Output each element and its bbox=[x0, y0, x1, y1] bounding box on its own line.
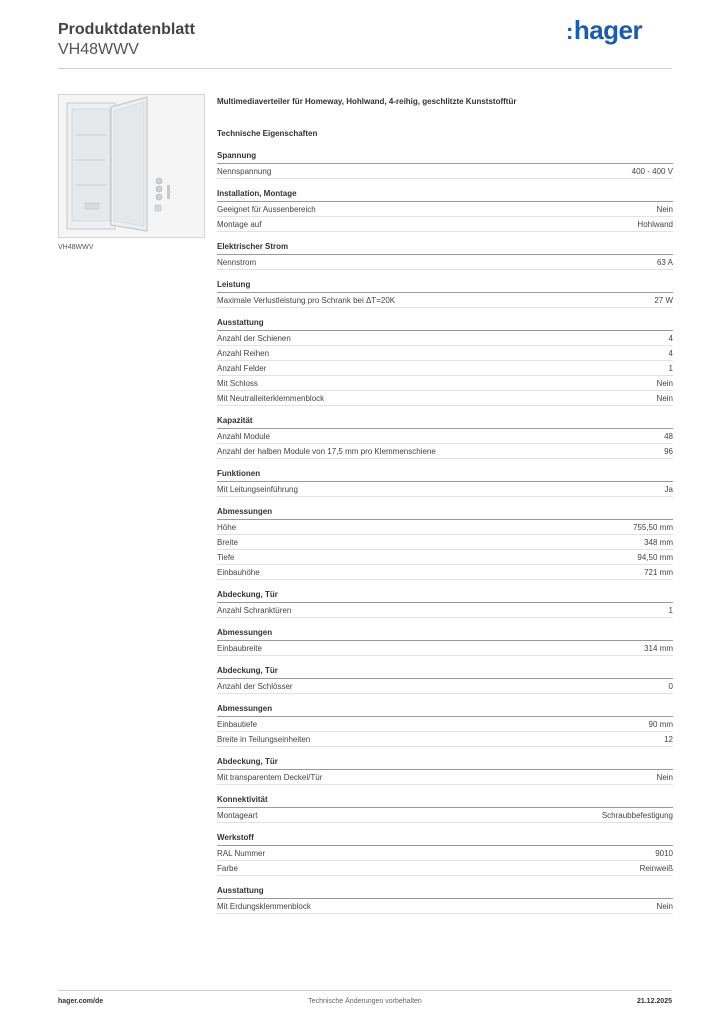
footer-divider bbox=[58, 990, 672, 991]
property-row bbox=[217, 535, 673, 550]
property-row bbox=[217, 770, 673, 785]
property-section bbox=[217, 468, 673, 497]
footer-date: 21.12.2025 bbox=[636, 998, 672, 1005]
property-row bbox=[217, 899, 673, 914]
property-value: 0 bbox=[668, 682, 673, 691]
property-section bbox=[217, 627, 673, 656]
property-row bbox=[217, 293, 673, 308]
property-section bbox=[217, 506, 673, 580]
property-row bbox=[217, 482, 673, 497]
property-value: 1 bbox=[668, 364, 673, 373]
product-description: Multimediaverteiler für Homeway, Hohlwand, 4-reihig, geschlitzte Kunststofftür bbox=[217, 97, 517, 106]
property-section bbox=[217, 756, 673, 785]
property-value: Schraubbefestigung bbox=[601, 811, 673, 820]
property-value: Nein bbox=[656, 394, 673, 403]
section-title: Kapazität bbox=[217, 415, 673, 429]
property-section bbox=[217, 665, 673, 694]
property-value: 1 bbox=[668, 606, 673, 615]
property-value: 48 bbox=[664, 432, 673, 441]
property-value: Nein bbox=[656, 773, 673, 782]
property-section bbox=[217, 885, 673, 914]
property-label: Anzahl Schranktüren bbox=[217, 606, 292, 615]
image-caption: VH48WWV bbox=[58, 244, 94, 251]
technical-properties-heading: Technische Eigenschaften bbox=[217, 129, 318, 138]
property-value: 94,50 mm bbox=[637, 553, 673, 562]
property-label: Mit Erdungsklemmenblock bbox=[217, 902, 311, 911]
property-value: 314 mm bbox=[644, 644, 673, 653]
property-label: Einbautiefe bbox=[217, 720, 258, 729]
property-section bbox=[217, 589, 673, 618]
property-row bbox=[217, 603, 673, 618]
property-row bbox=[217, 861, 673, 876]
property-value: 4 bbox=[668, 334, 673, 343]
property-section bbox=[217, 415, 673, 459]
property-value: 755,50 mm bbox=[632, 523, 673, 532]
section-title: Installation, Montage bbox=[217, 188, 673, 202]
distribution-cabinet-icon bbox=[59, 95, 204, 237]
property-section bbox=[217, 317, 673, 406]
section-title: Abdeckung, Tür bbox=[217, 756, 673, 770]
property-row bbox=[217, 550, 673, 565]
property-value: 63 A bbox=[656, 258, 673, 267]
property-label: RAL Nummer bbox=[217, 849, 266, 858]
property-label: Nennstrom bbox=[217, 258, 257, 267]
property-value: Reinweiß bbox=[639, 864, 673, 873]
property-value: Hohlwand bbox=[637, 220, 673, 229]
property-row bbox=[217, 164, 673, 179]
property-label: Farbe bbox=[217, 864, 238, 873]
property-value: 348 mm bbox=[644, 538, 673, 547]
property-section bbox=[217, 241, 673, 270]
property-value: 4 bbox=[668, 349, 673, 358]
property-value: 96 bbox=[664, 447, 673, 456]
section-title: Abmessungen bbox=[217, 506, 673, 520]
hager-logo bbox=[566, 15, 642, 46]
property-row bbox=[217, 641, 673, 656]
property-row bbox=[217, 391, 673, 406]
property-label: Anzahl Felder bbox=[217, 364, 267, 373]
property-section bbox=[217, 150, 673, 179]
property-value: 90 mm bbox=[648, 720, 673, 729]
product-image bbox=[58, 94, 205, 238]
property-label: Breite bbox=[217, 538, 238, 547]
property-row bbox=[217, 565, 673, 580]
logo-text: hager bbox=[573, 15, 643, 45]
property-value: Nein bbox=[656, 205, 673, 214]
property-label: Geeignet für Aussenbereich bbox=[217, 205, 316, 214]
property-value: 9010 bbox=[655, 849, 673, 858]
property-row bbox=[217, 520, 673, 535]
property-value: Nein bbox=[656, 379, 673, 388]
property-row bbox=[217, 808, 673, 823]
property-label: Mit Neutralleiterklemmenblock bbox=[217, 394, 325, 403]
section-title: Leistung bbox=[217, 279, 673, 293]
property-row bbox=[217, 732, 673, 747]
section-title: Funktionen bbox=[217, 468, 673, 482]
document-title: Produktdatenblatt bbox=[58, 21, 195, 38]
property-label: Höhe bbox=[217, 523, 237, 532]
property-label: Anzahl Reihen bbox=[217, 349, 270, 358]
property-row bbox=[217, 717, 673, 732]
property-value: 721 mm bbox=[644, 568, 673, 577]
property-row bbox=[217, 255, 673, 270]
property-value: 400 - 400 V bbox=[631, 167, 673, 176]
property-label: Breite in Teilungseinheiten bbox=[217, 735, 311, 744]
property-section bbox=[217, 794, 673, 823]
section-title: Spannung bbox=[217, 150, 673, 164]
header-divider bbox=[58, 68, 672, 69]
property-row bbox=[217, 846, 673, 861]
property-label: Maximale Verlustleistung pro Schrank bei ΔT=20K bbox=[217, 296, 396, 305]
section-title: Elektrischer Strom bbox=[217, 241, 673, 255]
property-row bbox=[217, 679, 673, 694]
section-title: Abdeckung, Tür bbox=[217, 589, 673, 603]
property-label: Anzahl der Schlösser bbox=[217, 682, 293, 691]
section-title: Abmessungen bbox=[217, 703, 673, 717]
product-datasheet-content bbox=[217, 96, 673, 923]
product-code: VH48WWV bbox=[58, 41, 139, 58]
property-row bbox=[217, 429, 673, 444]
property-label: Anzahl Module bbox=[217, 432, 270, 441]
property-row bbox=[217, 444, 673, 459]
property-section bbox=[217, 279, 673, 308]
property-section bbox=[217, 703, 673, 747]
property-row bbox=[217, 217, 673, 232]
section-title: Abmessungen bbox=[217, 627, 673, 641]
property-value: Ja bbox=[664, 485, 673, 494]
property-value: Nein bbox=[656, 902, 673, 911]
property-row bbox=[217, 331, 673, 346]
document-header bbox=[58, 20, 195, 60]
section-title: Konnektivität bbox=[217, 794, 673, 808]
property-value: 27 W bbox=[654, 296, 673, 305]
property-label: Mit transparentem Deckel/Tür bbox=[217, 773, 323, 782]
property-row bbox=[217, 376, 673, 391]
footer-notice: Technische Änderungen vorbehalten bbox=[308, 998, 422, 1005]
property-label: Anzahl der halben Module von 17,5 mm pro Klemmenschiene bbox=[217, 447, 436, 456]
property-label: Einbaubreite bbox=[217, 644, 262, 653]
property-row bbox=[217, 346, 673, 361]
property-label: Nennspannung bbox=[217, 167, 272, 176]
property-label: Mit Schloss bbox=[217, 379, 258, 388]
section-title: Ausstattung bbox=[217, 317, 673, 331]
property-label: Montageart bbox=[217, 811, 258, 820]
property-label: Einbauhöhe bbox=[217, 568, 260, 577]
property-row bbox=[217, 361, 673, 376]
property-value: 12 bbox=[664, 735, 673, 744]
section-title: Ausstattung bbox=[217, 885, 673, 899]
property-label: Anzahl der Schienen bbox=[217, 334, 291, 343]
logo-dots-icon: : bbox=[566, 19, 573, 44]
property-label: Montage auf bbox=[217, 220, 262, 229]
property-label: Tiefe bbox=[217, 553, 235, 562]
property-row bbox=[217, 202, 673, 217]
section-title: Abdeckung, Tür bbox=[217, 665, 673, 679]
footer-website: hager.com/de bbox=[58, 998, 104, 1005]
section-title: Werkstoff bbox=[217, 832, 673, 846]
property-section bbox=[217, 832, 673, 876]
properties-list bbox=[217, 150, 673, 914]
property-section bbox=[217, 188, 673, 232]
property-label: Mit Leitungseinführung bbox=[217, 485, 298, 494]
